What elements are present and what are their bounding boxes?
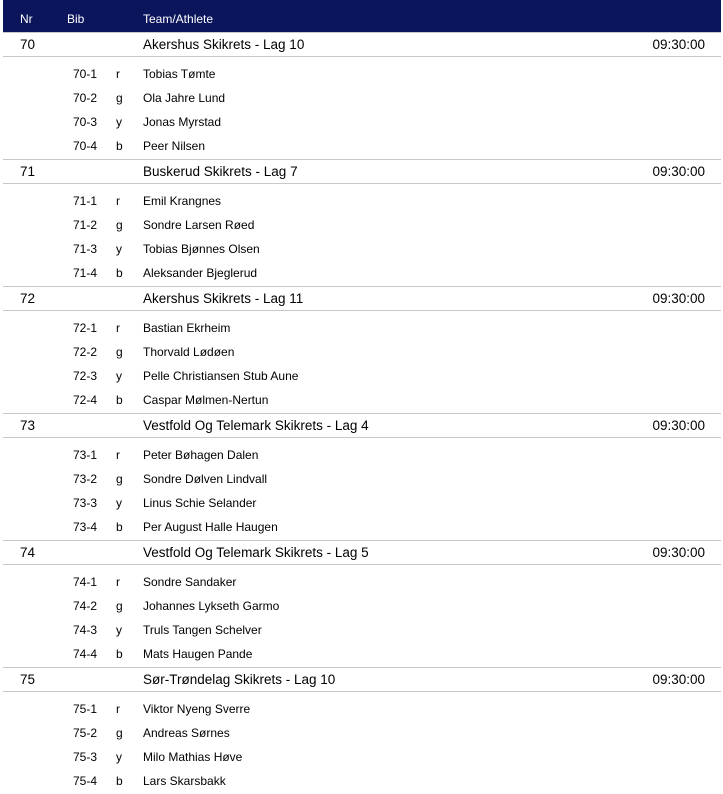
athlete-bib: 74-1	[73, 575, 98, 589]
athlete-name: Linus Schie Selander	[143, 496, 257, 510]
athlete-bib: 71-1	[73, 194, 98, 208]
athlete-row	[3, 490, 721, 514]
team-row	[3, 159, 721, 184]
athlete-bib: 71-3	[73, 242, 98, 256]
athlete-bib: 75-4	[73, 774, 98, 788]
athlete-row	[3, 569, 721, 593]
athlete-name: Milo Mathias Høve	[143, 750, 243, 764]
athlete-row	[3, 315, 721, 339]
athlete-name: Per August Halle Haugen	[143, 520, 278, 534]
athlete-row	[3, 236, 721, 260]
athlete-name: Pelle Christiansen Stub Aune	[143, 369, 299, 383]
athlete-list	[3, 311, 721, 413]
athlete-leg: g	[116, 472, 123, 486]
team-row	[3, 540, 721, 565]
athlete-name: Emil Krangnes	[143, 194, 222, 208]
athlete-leg: r	[116, 575, 120, 589]
athlete-leg: y	[116, 750, 122, 764]
athlete-bib: 75-3	[73, 750, 98, 764]
athlete-leg: y	[116, 369, 122, 383]
team-start-time: 09:30:00	[652, 37, 705, 52]
team-nr: 70	[20, 37, 36, 52]
team-row	[3, 32, 721, 57]
athlete-name: Peer Nilsen	[143, 139, 206, 153]
team-name: Akershus Skikrets - Lag 11	[143, 291, 304, 306]
athlete-row	[3, 85, 721, 109]
athlete-leg: r	[116, 67, 120, 81]
athlete-name: Thorvald Lødøen	[143, 345, 235, 359]
athlete-name: Andreas Sørnes	[143, 726, 230, 740]
athlete-row	[3, 339, 721, 363]
athlete-name: Aleksander Bjeglerud	[143, 266, 258, 280]
athlete-row	[3, 593, 721, 617]
athlete-name: Ola Jahre Lund	[143, 91, 226, 105]
athlete-row	[3, 260, 721, 284]
athlete-row	[3, 363, 721, 387]
athlete-row	[3, 442, 721, 466]
athlete-leg: g	[116, 345, 123, 359]
team-start-time: 09:30:00	[652, 291, 705, 306]
athlete-row	[3, 212, 721, 236]
athlete-leg: r	[116, 448, 120, 462]
athlete-leg: b	[116, 520, 123, 534]
athlete-name: Jonas Myrstad	[143, 115, 222, 129]
athlete-row	[3, 466, 721, 490]
team-group	[3, 286, 721, 413]
athlete-bib: 70-2	[73, 91, 98, 105]
athlete-leg: b	[116, 647, 123, 661]
athlete-bib: 72-1	[73, 321, 98, 335]
athlete-leg: r	[116, 321, 120, 335]
team-group	[3, 32, 721, 159]
athlete-row	[3, 387, 721, 411]
table-header	[3, 0, 721, 32]
athlete-bib: 74-4	[73, 647, 98, 661]
team-list	[3, 32, 721, 794]
athlete-leg: g	[116, 218, 123, 232]
team-nr: 71	[20, 164, 36, 179]
athlete-name: Caspar Mølmen-Nertun	[143, 393, 269, 407]
team-name: Sør-Trøndelag Skikrets - Lag 10	[143, 672, 336, 687]
athlete-bib: 71-4	[73, 266, 98, 280]
athlete-name: Sondre Sandaker	[143, 575, 237, 589]
athlete-bib: 74-3	[73, 623, 98, 637]
athlete-name: Truls Tangen Schelver	[143, 623, 262, 637]
team-start-time: 09:30:00	[652, 545, 705, 560]
athlete-leg: y	[116, 242, 122, 256]
athlete-row	[3, 641, 721, 665]
athlete-name: Tobias Tømte	[143, 67, 216, 81]
athlete-row	[3, 61, 721, 85]
athlete-row	[3, 133, 721, 157]
athlete-bib: 73-3	[73, 496, 98, 510]
athlete-leg: y	[116, 115, 122, 129]
header-team-athlete: Team/Athlete	[143, 12, 214, 26]
athlete-row	[3, 617, 721, 641]
team-group	[3, 413, 721, 540]
athlete-leg: b	[116, 774, 123, 788]
athlete-bib: 75-1	[73, 702, 98, 716]
athlete-row	[3, 514, 721, 538]
athlete-row	[3, 744, 721, 768]
athlete-list	[3, 438, 721, 540]
athlete-leg: r	[116, 702, 120, 716]
team-name: Vestfold Og Telemark Skikrets - Lag 5	[143, 545, 369, 560]
team-row	[3, 413, 721, 438]
athlete-name: Sondre Larsen Røed	[143, 218, 255, 232]
athlete-name: Lars Skarsbakk	[143, 774, 226, 788]
athlete-leg: b	[116, 393, 123, 407]
header-nr: Nr	[20, 12, 33, 26]
team-nr: 72	[20, 291, 36, 306]
team-start-time: 09:30:00	[652, 418, 705, 433]
team-name: Buskerud Skikrets - Lag 7	[143, 164, 298, 179]
team-row	[3, 667, 721, 692]
athlete-bib: 70-3	[73, 115, 98, 129]
athlete-list	[3, 565, 721, 667]
athlete-name: Peter Bøhagen Dalen	[143, 448, 259, 462]
athlete-row	[3, 696, 721, 720]
team-row	[3, 286, 721, 311]
athlete-bib: 72-2	[73, 345, 98, 359]
team-start-time: 09:30:00	[652, 672, 705, 687]
athlete-bib: 72-3	[73, 369, 98, 383]
athlete-bib: 70-1	[73, 67, 98, 81]
athlete-list	[3, 692, 721, 794]
athlete-bib: 73-1	[73, 448, 98, 462]
team-nr: 74	[20, 545, 36, 560]
team-nr: 73	[20, 418, 36, 433]
team-name: Vestfold Og Telemark Skikrets - Lag 4	[143, 418, 369, 433]
athlete-leg: g	[116, 599, 123, 613]
team-group	[3, 540, 721, 667]
team-nr: 75	[20, 672, 36, 687]
athlete-name: Viktor Nyeng Sverre	[143, 702, 251, 716]
athlete-leg: y	[116, 623, 122, 637]
athlete-bib: 70-4	[73, 139, 98, 153]
start-list	[3, 0, 721, 794]
athlete-row	[3, 720, 721, 744]
athlete-list	[3, 184, 721, 286]
team-start-time: 09:30:00	[652, 164, 705, 179]
header-bib: Bib	[67, 12, 85, 26]
athlete-leg: b	[116, 139, 123, 153]
athlete-bib: 73-4	[73, 520, 98, 534]
team-group	[3, 159, 721, 286]
athlete-bib: 73-2	[73, 472, 98, 486]
athlete-leg: b	[116, 266, 123, 280]
athlete-list	[3, 57, 721, 159]
athlete-bib: 72-4	[73, 393, 98, 407]
athlete-leg: g	[116, 91, 123, 105]
athlete-bib: 71-2	[73, 218, 98, 232]
athlete-row	[3, 188, 721, 212]
athlete-row	[3, 768, 721, 792]
athlete-name: Tobias Bjønnes Olsen	[143, 242, 260, 256]
athlete-leg: g	[116, 726, 123, 740]
athlete-name: Mats Haugen Pande	[143, 647, 253, 661]
athlete-bib: 75-2	[73, 726, 98, 740]
team-group	[3, 667, 721, 794]
athlete-bib: 74-2	[73, 599, 98, 613]
athlete-leg: y	[116, 496, 122, 510]
athlete-name: Sondre Dølven Lindvall	[143, 472, 268, 486]
athlete-row	[3, 109, 721, 133]
athlete-leg: r	[116, 194, 120, 208]
athlete-name: Bastian Ekrheim	[143, 321, 231, 335]
athlete-name: Johannes Lykseth Garmo	[143, 599, 280, 613]
team-name: Akershus Skikrets - Lag 10	[143, 37, 305, 52]
